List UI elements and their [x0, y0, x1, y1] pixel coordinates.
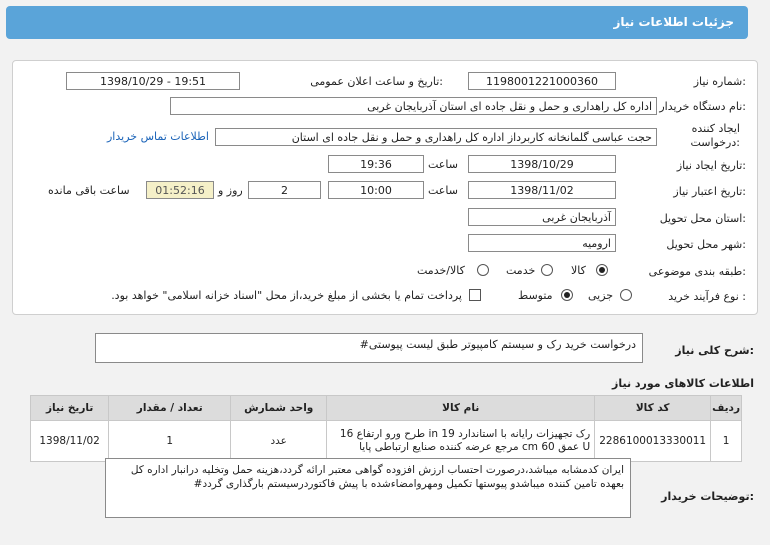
- buyer-notes-field: ایران کدمشابه میباشد،درصورت احتساب ارزش افزوده گواهی معتبر ارائه گردد،هزینه حمل وتخلیه درانبار اداره کل بعهده تامین کننده میباشدو پیوستها تکمیل ومهروامضاءشده با پیش فاکتوردرسیستم بارگذاری گردد#: [105, 458, 631, 518]
- items-table: [30, 395, 742, 462]
- category-label: طبقه بندی موضوعی:: [648, 265, 746, 278]
- buyer-field: اداره کل راهداری و حمل و نقل جاده ای استان آذربایجان غربی: [170, 97, 657, 115]
- process-radio-minor[interactable]: [620, 289, 632, 301]
- col-code-header: کد کالا: [595, 396, 711, 421]
- buyer-notes-label: توضیحات خریدار:: [661, 490, 754, 503]
- col-name-header: نام کالا: [327, 396, 595, 421]
- created-time-field: 19:36: [328, 155, 424, 173]
- need-number-field: 1198001221000360: [468, 72, 616, 90]
- cell-qty: 1: [109, 421, 231, 462]
- cell-date: 1398/11/02: [31, 421, 109, 462]
- announce-date-field: 1398/10/29 - 19:51: [66, 72, 240, 90]
- creator-field: حجت عباسی گلمانخانه کاربرداز اداره کل راهداری و حمل و نقل جاده ای استان: [215, 128, 657, 146]
- category-radio-goods[interactable]: [596, 264, 608, 276]
- col-qty-header: تعداد / مقدار: [109, 396, 231, 421]
- col-unit-header: واحد شمارش: [231, 396, 327, 421]
- cell-name: رک تجهیزات رایانه با استاندارد 19 in طرح ورو ارتفاع 16 U عمق 60 cm مرجع عرضه کننده صنایع ارتباطی پایا: [327, 421, 595, 462]
- description-label: شرح کلی نیاز:: [675, 344, 754, 357]
- validity-time-field: 10:00: [328, 181, 424, 199]
- cell-row: 1: [711, 421, 742, 462]
- col-date-header: تاریخ نیاز: [31, 396, 109, 421]
- remaining-time-label: ساعت باقی مانده: [48, 184, 130, 197]
- need-number-label: شماره نیاز:: [693, 75, 746, 88]
- validity-date-label: تاریخ اعتبار نیاز:: [673, 185, 746, 198]
- category-option-service: خدمت: [506, 264, 536, 277]
- city-field: ارومیه: [468, 234, 616, 252]
- province-label: استان محل تحویل:: [659, 212, 746, 225]
- category-radio-goods-service[interactable]: [477, 264, 489, 276]
- created-date-field: 1398/10/29: [468, 155, 616, 173]
- created-time-label: ساعت: [428, 158, 458, 171]
- process-radio-medium[interactable]: [561, 289, 573, 301]
- page-header: [6, 6, 748, 39]
- buyer-label: نام دستگاه خریدار:: [659, 100, 746, 113]
- remaining-time-field: 01:52:16: [146, 181, 214, 199]
- process-label: نوع فرآیند خرید :: [668, 290, 746, 303]
- page-title: جزئیات اطلاعات نیاز: [613, 15, 734, 29]
- process-option-minor: جزیی: [588, 289, 614, 302]
- announce-date-label: تاریخ و ساعت اعلان عمومی:: [310, 75, 443, 88]
- city-label: شهر محل تحویل:: [666, 238, 746, 251]
- created-date-label: تاریخ ایجاد نیاز:: [676, 159, 746, 172]
- table-row: [31, 421, 742, 462]
- buyer-contact-link[interactable]: اطلاعات تماس خریدار: [107, 130, 209, 143]
- category-radio-service[interactable]: [541, 264, 553, 276]
- validity-date-field: 1398/11/02: [468, 181, 616, 199]
- items-table-header: [31, 396, 742, 421]
- cell-code: 2286100013330011: [595, 421, 711, 462]
- treasury-payment-text: پرداخت تمام یا بخشی از مبلغ خرید،از محل "اسناد خزانه اسلامی" خواهد بود.: [111, 289, 462, 302]
- days-label: روز و: [218, 184, 243, 197]
- validity-time-label: ساعت: [428, 184, 458, 197]
- col-row-header: ردیف: [711, 396, 742, 421]
- process-option-medium: متوسط: [518, 289, 553, 302]
- province-field: آذربایجان غربی: [468, 208, 616, 226]
- creator-label: ایجاد کننده درخواست:: [690, 122, 740, 149]
- category-option-goods-service: کالا/خدمت: [417, 264, 465, 277]
- treasury-payment-checkbox[interactable]: [469, 289, 481, 301]
- cell-unit: عدد: [231, 421, 327, 462]
- days-field: 2: [248, 181, 321, 199]
- category-option-goods: کالا: [571, 264, 586, 277]
- items-section-title: اطلاعات کالاهای مورد نیاز: [612, 377, 754, 390]
- description-field: درخواست خرید رک و سیستم کامپیوتر طبق لیست پیوستی#: [95, 333, 643, 363]
